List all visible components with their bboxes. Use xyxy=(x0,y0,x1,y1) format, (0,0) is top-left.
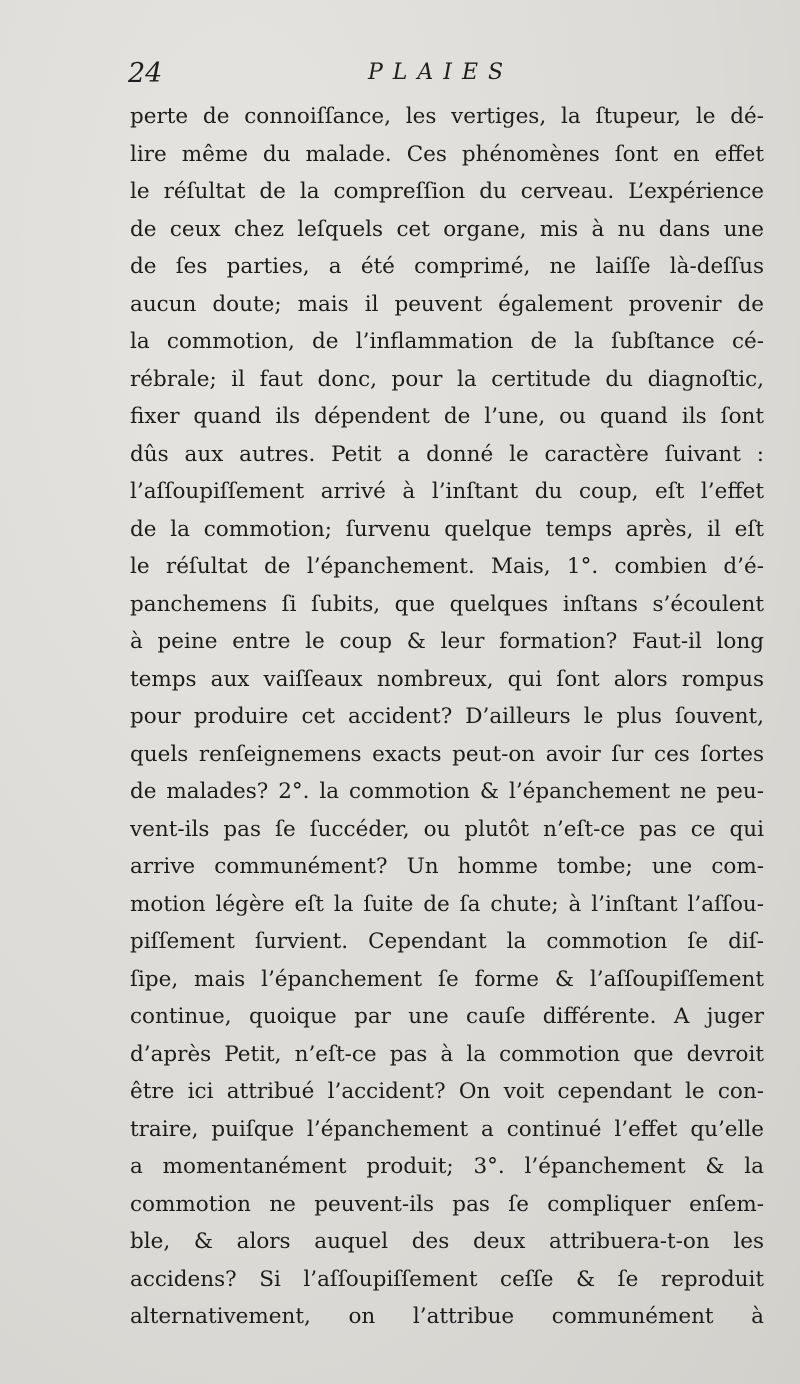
text-line: le réſultat de l’épanchement. Mais, 1°. combien d’é- xyxy=(130,554,764,579)
text-line: traire, puiſque l’épanchement a continué l’effet qu’elle xyxy=(130,1116,764,1142)
text-line: de ſes parties, a été comprimé, ne laiſſe là-deſſus xyxy=(130,254,764,279)
text-line: piſſement ſurvient. Cependant la commotion ſe diſ- xyxy=(130,929,764,954)
text-line: accidens? Si l’aſſoupiſſement ceſſe & ſe reproduit xyxy=(130,1266,764,1292)
text-line: de ceux chez leſquels cet organe, mis à nu dans une xyxy=(130,216,764,242)
text-line: le réſultat de la compreſſion du cerveau. L’expérience xyxy=(130,179,764,204)
text-line: ble, & alors auquel des deux attribuera-t-on les xyxy=(130,1229,764,1254)
running-head: PLAIES xyxy=(368,60,514,85)
text-line: arrive communément? Un homme tombe; une com- xyxy=(130,854,764,879)
text-line: lire même du malade. Ces phénomènes ſont en effet xyxy=(130,141,764,167)
text-line: vent-ils pas ſe ſuccéder, ou plutôt n’eſt-ce pas ce qui xyxy=(130,816,764,842)
text-line: ſipe, mais l’épanchement ſe forme & l’aſſoupiſſement xyxy=(130,966,764,992)
text-line: dûs aux autres. Petit a donné le caractère ſuivant : xyxy=(130,441,764,467)
text-line: temps aux vaiſſeaux nombreux, qui ſont alors rompus xyxy=(130,666,764,692)
text-line: la commotion, de l’inflammation de la ſubſtance cé- xyxy=(130,329,764,354)
text-line: d’après Petit, n’eſt-ce pas à la commotion que devroit xyxy=(130,1041,764,1067)
text-line: être ici attribué l’accident? On voit cependant le con- xyxy=(130,1079,764,1104)
text-line: quels renſeignemens exacts peut-on avoir ſur ces ſortes xyxy=(130,741,764,767)
page-number: 24 xyxy=(128,58,163,89)
text-line: l’aſſoupiſſement arrivé à l’inſtant du coup, eſt l’effet xyxy=(130,479,764,504)
text-line: alternativement, on l’attribue communément à xyxy=(130,1304,764,1329)
text-line: de la commotion; ſurvenu quelque temps après, il eſt xyxy=(130,516,764,542)
body-text xyxy=(130,98,764,1336)
text-line: fixer quand ils dépendent de l’une, ou quand ils ſont xyxy=(130,404,764,429)
text-line: a momentanément produit; 3°. l’épanchement & la xyxy=(130,1154,764,1179)
text-line: de malades? 2°. la commotion & l’épanchement ne peu- xyxy=(130,779,764,804)
text-line: perte de connoiſſance, les vertiges, la ſtupeur, le dé- xyxy=(130,104,764,129)
text-line: motion légère eſt la ſuite de ſa chute; à l’inſtant l’aſſou- xyxy=(130,891,764,917)
text-line: panchemens ſi ſubits, que quelques inſtans s’écoulent xyxy=(130,591,764,617)
page-header xyxy=(128,58,760,94)
text-line: pour produire cet accident? D’ailleurs le plus ſouvent, xyxy=(130,704,764,729)
text-line: continue, quoique par une cauſe différente. A juger xyxy=(130,1004,764,1029)
text-line: à peine entre le coup & leur formation? Faut-il long xyxy=(130,629,764,654)
text-line: rébrale; il faut donc, pour la certitude du diagnoſtic, xyxy=(130,366,764,392)
text-line: commotion ne peuvent-ils pas ſe compliquer enſem- xyxy=(130,1191,764,1217)
text-line: aucun doute; mais il peuvent également provenir de xyxy=(130,291,764,317)
